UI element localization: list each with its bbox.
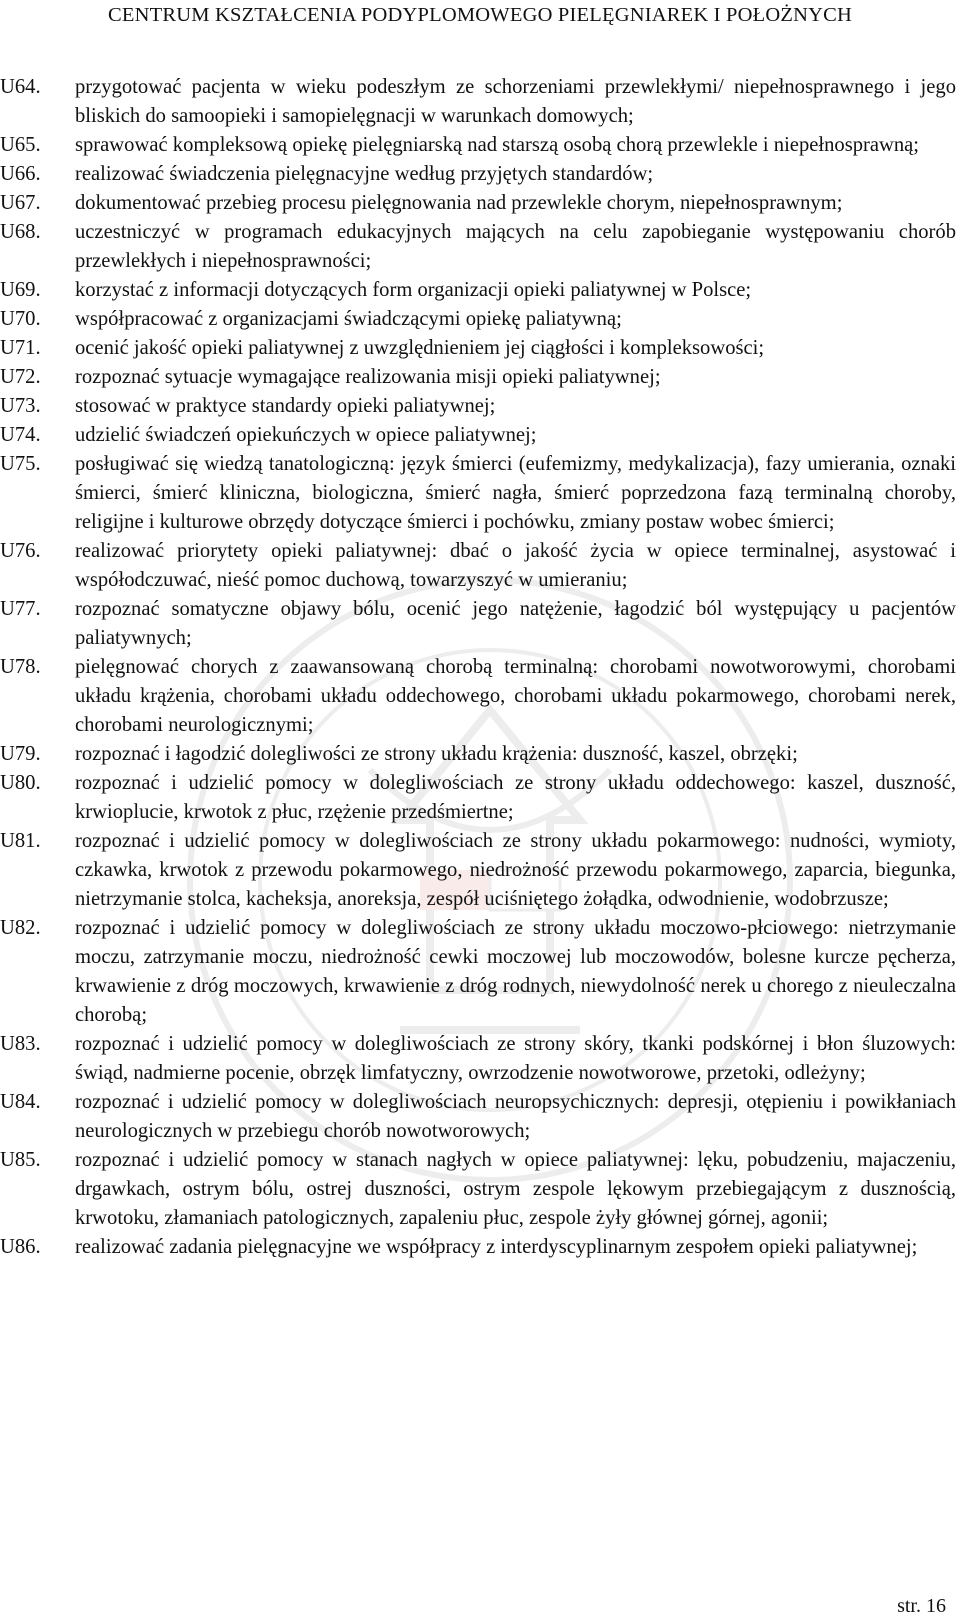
outcome-u84 <box>0 1088 956 1146</box>
outcome-u68 <box>0 218 956 276</box>
outcome-u78 <box>0 653 956 740</box>
page-number: str. 16 <box>897 1595 946 1617</box>
outcome-code: U67. <box>0 192 41 214</box>
outcome-code: U86. <box>0 1236 41 1258</box>
outcome-code: U71. <box>0 337 41 359</box>
outcome-text: uczestniczyć w programach edukacyjnych mających na celu zapobieganie występowaniu chorób przewlekłych i niepełnosprawności; <box>75 221 956 272</box>
outcome-text: rozpoznać i udzielić pomocy w dolegliwościach ze strony układu moczowo-płciowego: nietrzymanie moczu, zatrzymanie moczu, niedrożność cewki moczowej lub moczowodów, bolesne kurcze pęcherza, krwawienie z dróg moczowych, krwawienie z dróg rodnych, niewydolność nerek u chorego z nieuleczalna chorobą; <box>75 917 956 1026</box>
outcome-code: U76. <box>0 540 41 562</box>
outcome-code: U81. <box>0 830 41 852</box>
outcome-code: U84. <box>0 1091 41 1113</box>
outcome-text: współpracować z organizacjami świadczącymi opiekę paliatywną; <box>75 308 622 330</box>
outcome-text: rozpoznać i udzielić pomocy w dolegliwościach ze strony skóry, tkanki podskórnej i błon śluzowych: świąd, nadmierne pocenie, obrzęk limfatyczny, owrzodzenie nowotworowe, przetoki, odleżyny; <box>75 1033 956 1084</box>
outcome-u80 <box>0 769 956 827</box>
outcome-u77 <box>0 595 956 653</box>
outcome-u74 <box>0 421 956 450</box>
outcome-text: udzielić świadczeń opiekuńczych w opiece paliatywnej; <box>75 424 537 446</box>
outcome-text: pielęgnować chorych z zaawansowaną chorobą terminalną: chorobami nowotworowymi, chorobami układu krążenia, chorobami układu oddechowego, chorobami układu pokarmowego, chorobami nerek, chorobami neurologicznymi; <box>75 656 956 736</box>
outcome-text: ocenić jakość opieki paliatywnej z uwzględnieniem jej ciągłości i kompleksowości; <box>75 337 765 359</box>
outcome-text: rozpoznać somatyczne objawy bólu, ocenić jego natężenie, łagodzić ból występujący u pacjentów paliatywnych; <box>75 598 956 649</box>
outcome-text: rozpoznać i łagodzić dolegliwości ze strony układu krążenia: duszność, kaszel, obrzęki; <box>75 743 798 765</box>
outcome-u85 <box>0 1146 956 1233</box>
outcome-text: przygotować pacjenta w wieku podeszłym ze schorzeniami przewlekłymi/ niepełnosprawnego i jego bliskich do samoopieki i samopielęgnacji w warunkach domowych; <box>75 76 956 127</box>
outcome-text: rozpoznać i udzielić pomocy w stanach nagłych w opiece paliatywnej: lęku, pobudzeniu, majaczeniu, drgawkach, ostrym bólu, ostrej duszności, ostrym zespole lękowym przebiegającym z dusznością, krwotoku, złamaniach patologicznych, zapaleniu płuc, zespole żyły głównej górnej, agonii; <box>75 1149 956 1229</box>
outcome-u75 <box>0 450 956 537</box>
outcome-code: U66. <box>0 163 41 185</box>
outcome-text: rozpoznać sytuacje wymagające realizowania misji opieki paliatywnej; <box>75 366 661 388</box>
outcome-text: realizować świadczenia pielęgnacyjne według przyjętych standardów; <box>75 163 654 185</box>
outcome-text: dokumentować przebieg procesu pielęgnowania nad przewlekle chorym, niepełnosprawnym; <box>75 192 843 214</box>
outcome-code: U70. <box>0 308 41 330</box>
outcome-u66 <box>0 160 956 189</box>
outcome-u70 <box>0 305 956 334</box>
outcome-code: U78. <box>0 656 41 678</box>
outcome-text: stosować w praktyce standardy opieki paliatywnej; <box>75 395 496 417</box>
outcome-text: sprawować kompleksową opiekę pielęgniarską nad starszą osobą chorą przewlekle i niepełnosprawną; <box>75 134 920 156</box>
outcome-code: U74. <box>0 424 41 446</box>
outcome-u81 <box>0 827 956 914</box>
outcome-u72 <box>0 363 956 392</box>
outcome-code: U83. <box>0 1033 41 1055</box>
outcome-text: posługiwać się wiedzą tanatologiczną: język śmierci (eufemizmy, medykalizacja), fazy umierania, oznaki śmierci, śmierć kliniczna, biologiczna, śmierć nagła, śmierć poprzedzona fazą terminalną choroby, religijne i kulturowe obrzędy dotyczące śmierci i pochówku, zmiany postaw wobec śmierci; <box>75 453 956 533</box>
outcome-code: U65. <box>0 134 41 156</box>
outcome-u69 <box>0 276 956 305</box>
outcome-code: U77. <box>0 598 41 620</box>
outcome-code: U82. <box>0 917 41 939</box>
outcome-u79 <box>0 740 956 769</box>
outcome-code: U75. <box>0 453 41 475</box>
outcome-u82 <box>0 914 956 1030</box>
outcome-text: rozpoznać i udzielić pomocy w dolegliwościach ze strony układu pokarmowego: nudności, wymioty, czkawka, krwotok z przewodu pokarmowego, niedrożność przewodu pokarmowego, zaparcia, biegunka, nietrzymanie stolca, kacheksja, anoreksja, zespół uciśniętego żołądka, odwodnienie, wodobrzusze; <box>75 830 956 910</box>
outcome-u71 <box>0 334 956 363</box>
outcome-code: U68. <box>0 221 41 243</box>
outcome-code: U85. <box>0 1149 41 1171</box>
outcome-u76 <box>0 537 956 595</box>
outcome-text: rozpoznać i udzielić pomocy w dolegliwościach neuropsychicznych: depresji, otępieniu i powikłaniach neurologicznych w przebiegu chorób nowotworowych; <box>75 1091 956 1142</box>
outcome-text: rozpoznać i udzielić pomocy w dolegliwościach ze strony układu oddechowego: kaszel, duszność, krwioplucie, krwotok z płuc, rzężenie przedśmiertne; <box>75 772 956 823</box>
outcome-code: U69. <box>0 279 41 301</box>
page-header: CENTRUM KSZTAŁCENIA PODYPLOMOWEGO PIELĘGNIAREK I POŁOŻNYCH <box>108 4 852 26</box>
outcome-u65 <box>0 131 956 160</box>
outcome-u67 <box>0 189 956 218</box>
outcome-code: U80. <box>0 772 41 794</box>
outcome-u73 <box>0 392 956 421</box>
outcome-u86 <box>0 1233 956 1262</box>
outcome-code: U64. <box>0 76 41 98</box>
outcome-text: korzystać z informacji dotyczących form organizacji opieki paliatywnej w Polsce; <box>75 279 752 301</box>
outcome-code: U79. <box>0 743 41 765</box>
outcome-text: realizować zadania pielęgnacyjne we współpracy z interdyscyplinarnym zespołem opieki paliatywnej; <box>75 1236 918 1258</box>
outcome-code: U72. <box>0 366 41 388</box>
outcome-u64 <box>0 73 956 131</box>
outcome-u83 <box>0 1030 956 1088</box>
outcome-code: U73. <box>0 395 41 417</box>
learning-outcomes-list <box>0 73 956 1262</box>
outcome-text: realizować priorytety opieki paliatywnej: dbać o jakość życia w opiece terminalnej, asystować i współodczuwać, nieść pomoc duchową, towarzyszyć w umieraniu; <box>75 540 956 591</box>
